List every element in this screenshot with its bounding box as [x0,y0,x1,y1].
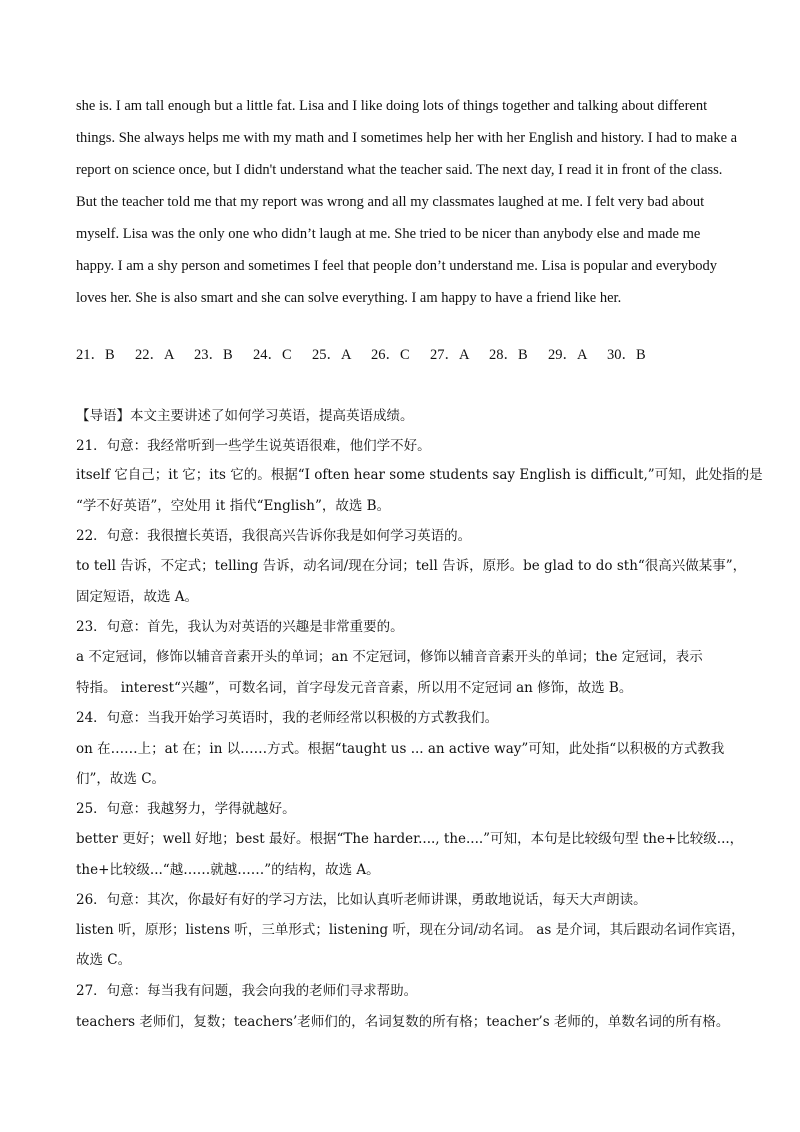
explanation-line: teachers 老师们，复数；teachers’老师们的，名词复数的所有格；teacher’s 老师的，单数名词的所有格。 [76,1014,730,1030]
intro-line: 【导语】本文主要讲述了如何学习英语，提高英语成绩。 [76,408,414,424]
explanation-line: 26．句意：其次，你最好有好的学习方法，比如认真听老师讲课，勇敢地说话，每天大声朗读。 [76,892,647,908]
explanation-line: 22．句意：我很擅长英语，我很高兴告诉你我是如何学习英语的。 [76,528,472,544]
answer-item: 23．B [194,347,233,363]
explanation-line: “学不好英语”，空处用 it 指代“English”，故选 B。 [76,498,391,514]
answer-key [76,343,736,364]
explanation-line: 特指。 interest“兴趣”，可数名词，首字母发元音音素，所以用不定冠词 an 修饰，故选 B。 [76,680,633,696]
answer-item: 24．C [253,347,292,363]
passage-line: happy. I am a shy person and sometimes I feel that people don’t understand me. Lisa is popular and everybody [76,258,718,274]
explanation-line: a 不定冠词，修饰以辅音音素开头的单词；an 不定冠词，修饰以辅音音素开头的单词；the 定冠词，表示 [76,649,703,665]
passage-line: report on science once, but I didn't understand what the teacher said. The next day, I read it in front of the class. [76,162,723,178]
explanation-line: 故选 C。 [76,952,132,968]
answer-item: 29．A [548,347,588,363]
explanation-line: to tell 告诉，不定式；telling 告诉，动名词/现在分词；tell 告诉，原形。be glad to do sth“很高兴做某事”， [76,558,747,574]
answer-item: 30．B [607,347,646,363]
passage-line: myself. Lisa was the only one who didn’t laugh at me. She tried to be nicer than anybody else and made me [76,226,701,242]
explanation-line: 25．句意：我越努力，学得就越好。 [76,801,296,817]
explanation-line: the+比较级...“越……就越……”的结构，故选 A。 [76,862,380,878]
explanation-line: listen 听，原形；listens 听，三单形式；listening 听，现在分词/动名词。 as 是介词，其后跟动名词作宾语， [76,922,745,938]
answer-item: 25．A [312,347,352,363]
answer-item: 27．A [430,347,470,363]
explanation-line: 27．句意：每当我有问题，我会向我的老师们寻求帮助。 [76,983,418,999]
passage-line: she is. I am tall enough but a little fat. Lisa and I like doing lots of things together and talking about different [76,98,708,114]
explanation-line: 24．句意：当我开始学习英语时，我的老师经常以积极的方式教我们。 [76,710,499,726]
explanation-line: 固定短语，故选 A。 [76,589,199,605]
explanation-line: itself 它自己；it 它；its 它的。根据“I often hear some students say English is difficult,”可知，此处指的是 [76,467,763,483]
answer-item: 22．A [135,347,175,363]
answer-item: 28．B [489,347,528,363]
passage-line: things. She always helps me with my math and I sometimes help her with her English and history. I had to make a [76,130,738,146]
explanation-line: 21．句意：我经常听到一些学生说英语很难，他们学不好。 [76,438,431,454]
explanation-line: 23．句意：首先，我认为对英语的兴趣是非常重要的。 [76,619,404,635]
answer-item: 26．C [371,347,410,363]
explanation-line: better 更好；well 好地；best 最好。根据“The harder...., the....”可知，本句是比较级句型 the+比较级...， [76,831,744,847]
passage-line: But the teacher told me that my report was wrong and all my classmates laughed at me. I felt very bad about [76,194,705,210]
explanation-line: on 在……上；at 在；in 以……方式。根据“taught us ... an active way”可知，此处指“以积极的方式教我 [76,741,725,757]
explanation-line: 们”，故选 C。 [76,771,166,787]
answer-item: 21．B [76,347,115,363]
passage-line: loves her. She is also smart and she can solve everything. I am happy to have a friend like her. [76,290,622,306]
